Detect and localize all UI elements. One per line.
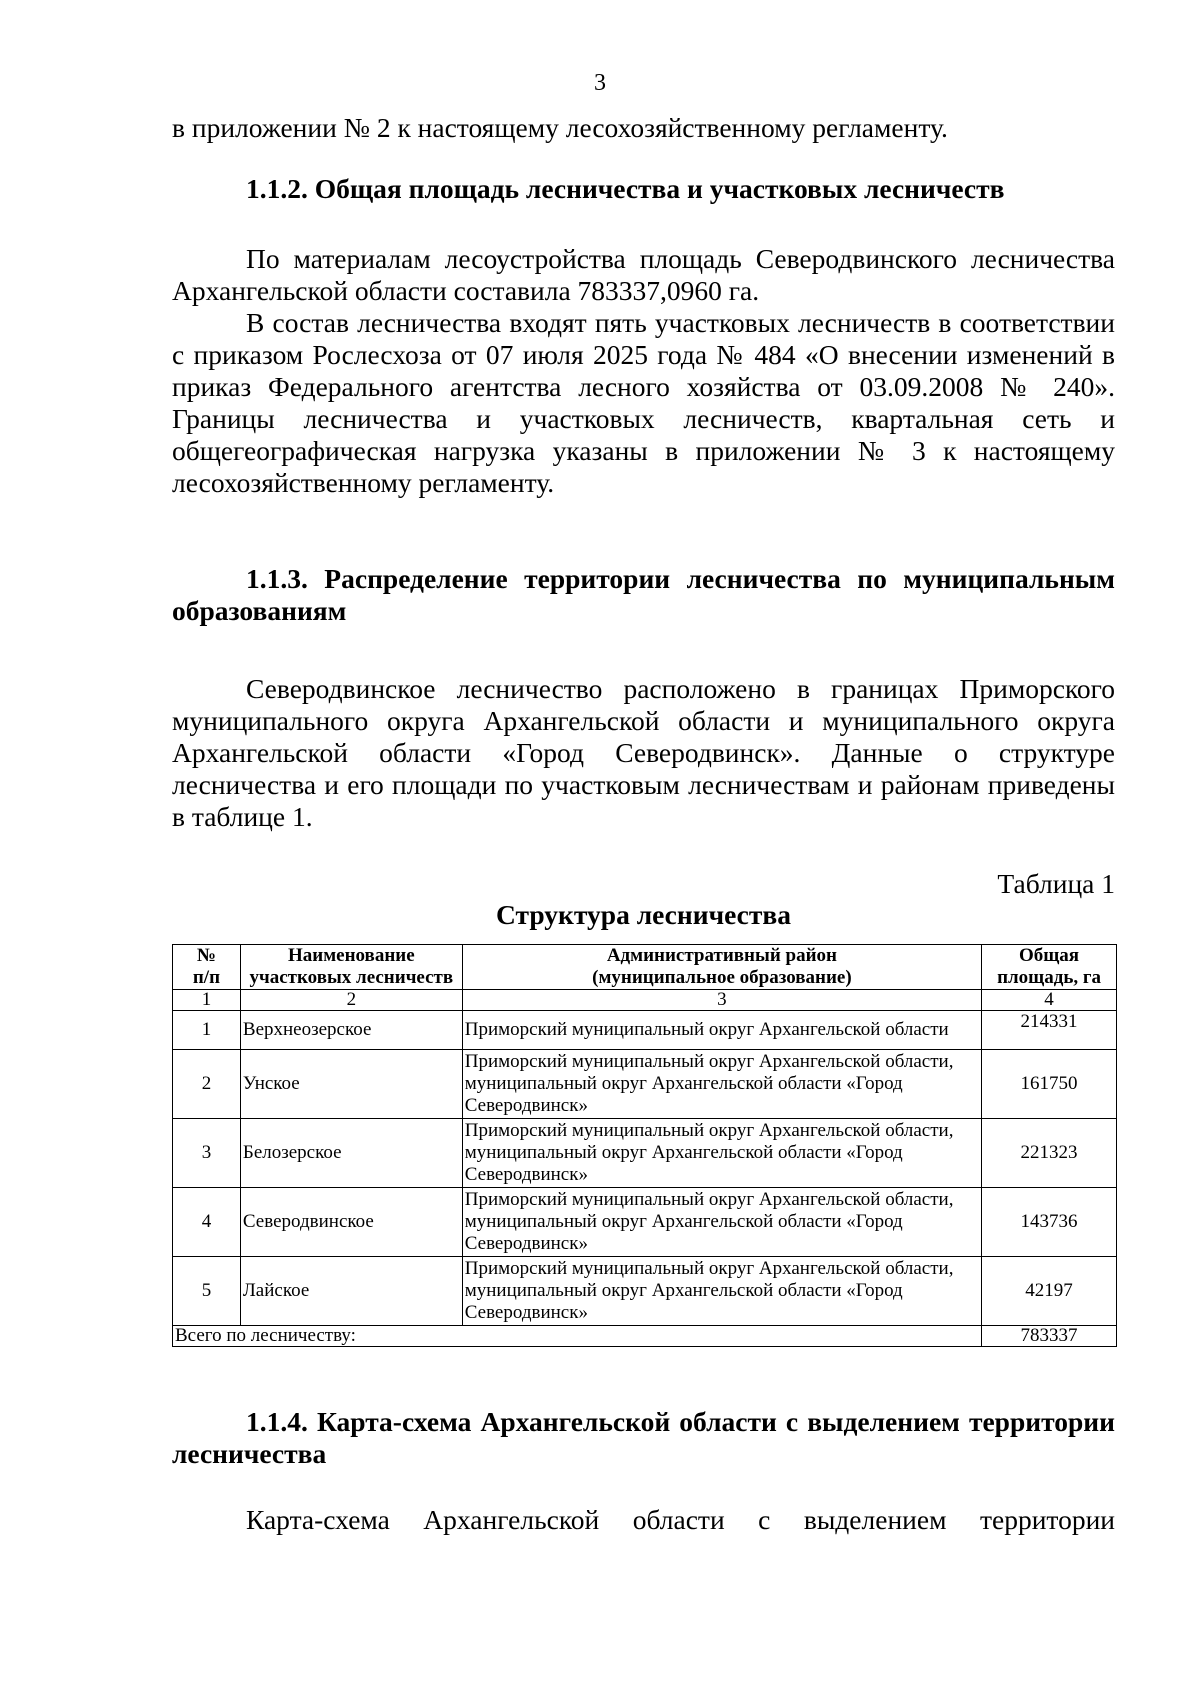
row-area: 161750 [982,1050,1117,1119]
row-area: 143736 [982,1188,1117,1257]
row-district: Приморский муниципальный округ Архангельской области, муниципальный округ Архангельской области «Город Северодвинск» [462,1119,981,1188]
row-name: Унское [240,1050,462,1119]
table-row [173,1188,1117,1257]
section-114-heading: 1.1.4. Карта-схема Архангельской области с выделением территории лесничества [172,1406,1115,1469]
row-num: 5 [173,1257,241,1326]
row-district: Приморский муниципальный округ Архангельской области [462,1011,981,1050]
row-name: Верхнеозерское [240,1011,462,1050]
section-112-para1: По материалам лесоустройства площадь Северодвинского лесничества Архангельской области составила 783337,0960 га. [172,243,1115,306]
header-area: Общая площадь, га [982,945,1117,990]
table-row [173,1119,1117,1188]
intro-line: в приложении № 2 к настоящему лесохозяйственному регламенту. [172,112,948,143]
header-num: № п/п [173,945,241,990]
row-name: Лайское [240,1257,462,1326]
column-number: 3 [462,990,981,1011]
row-num: 1 [173,1011,241,1050]
section-112-para2: В состав лесничества входят пять участковых лесничеств в соответствии с приказом Рослесхоза от 07 июля 2025 года № 484 «О внесении изменений в приказ Федерального агентства лесного хозяйства от 03.09.2008 № 240». Границы лесничества и участковых лесничеств, квартальная сеть и общегеографическая нагрузка указаны в приложении № 3 к настоящему лесохозяйственному регламенту. [172,307,1115,498]
row-area: 42197 [982,1257,1117,1326]
row-name: Белозерское [240,1119,462,1188]
section-114-para1: Карта-схема Архангельской области с выделением территории [246,1504,1115,1535]
row-name: Северодвинское [240,1188,462,1257]
row-num: 3 [173,1119,241,1188]
table-row [173,1050,1117,1119]
total-label: Всего по лесничеству: [173,1326,982,1347]
structure-table [172,944,1117,1347]
column-numbers-row [173,990,1117,1011]
row-num: 4 [173,1188,241,1257]
table-row [173,1257,1117,1326]
table-label: Таблица 1 [997,868,1115,899]
column-number: 2 [240,990,462,1011]
table-total-row [173,1326,1117,1347]
row-area: 221323 [982,1119,1117,1188]
table-row [173,1011,1117,1050]
header-district: Административный район (муниципальное образование) [462,945,981,990]
total-value: 783337 [982,1326,1117,1347]
section-112-heading: 1.1.2. Общая площадь лесничества и участковых лесничеств [246,173,1005,204]
section-113-heading: 1.1.3. Распределение территории лесничества по муниципальным образованиям [172,563,1115,626]
row-district: Приморский муниципальный округ Архангельской области, муниципальный округ Архангельской области «Город Северодвинск» [462,1050,981,1119]
table-header-row [173,945,1117,990]
column-number: 1 [173,990,241,1011]
column-number: 4 [982,990,1117,1011]
row-num: 2 [173,1050,241,1119]
row-district: Приморский муниципальный округ Архангельской области, муниципальный округ Архангельской области «Город Северодвинск» [462,1257,981,1326]
table-title: Структура лесничества [496,899,791,930]
page-number: 3 [594,70,606,96]
row-area: 214331 [982,1011,1117,1050]
header-name: Наименование участковых лесничеств [240,945,462,990]
section-113-para1: Северодвинское лесничество расположено в границах Приморского муниципального округа Архангельской области и муниципального округа Архангельской области «Город Северодвинск». Данные о структуре лесничества и его площади по участковым лесничествам и районам приведены в таблице 1. [172,673,1115,832]
row-district: Приморский муниципальный округ Архангельской области, муниципальный округ Архангельской области «Город Северодвинск» [462,1188,981,1257]
